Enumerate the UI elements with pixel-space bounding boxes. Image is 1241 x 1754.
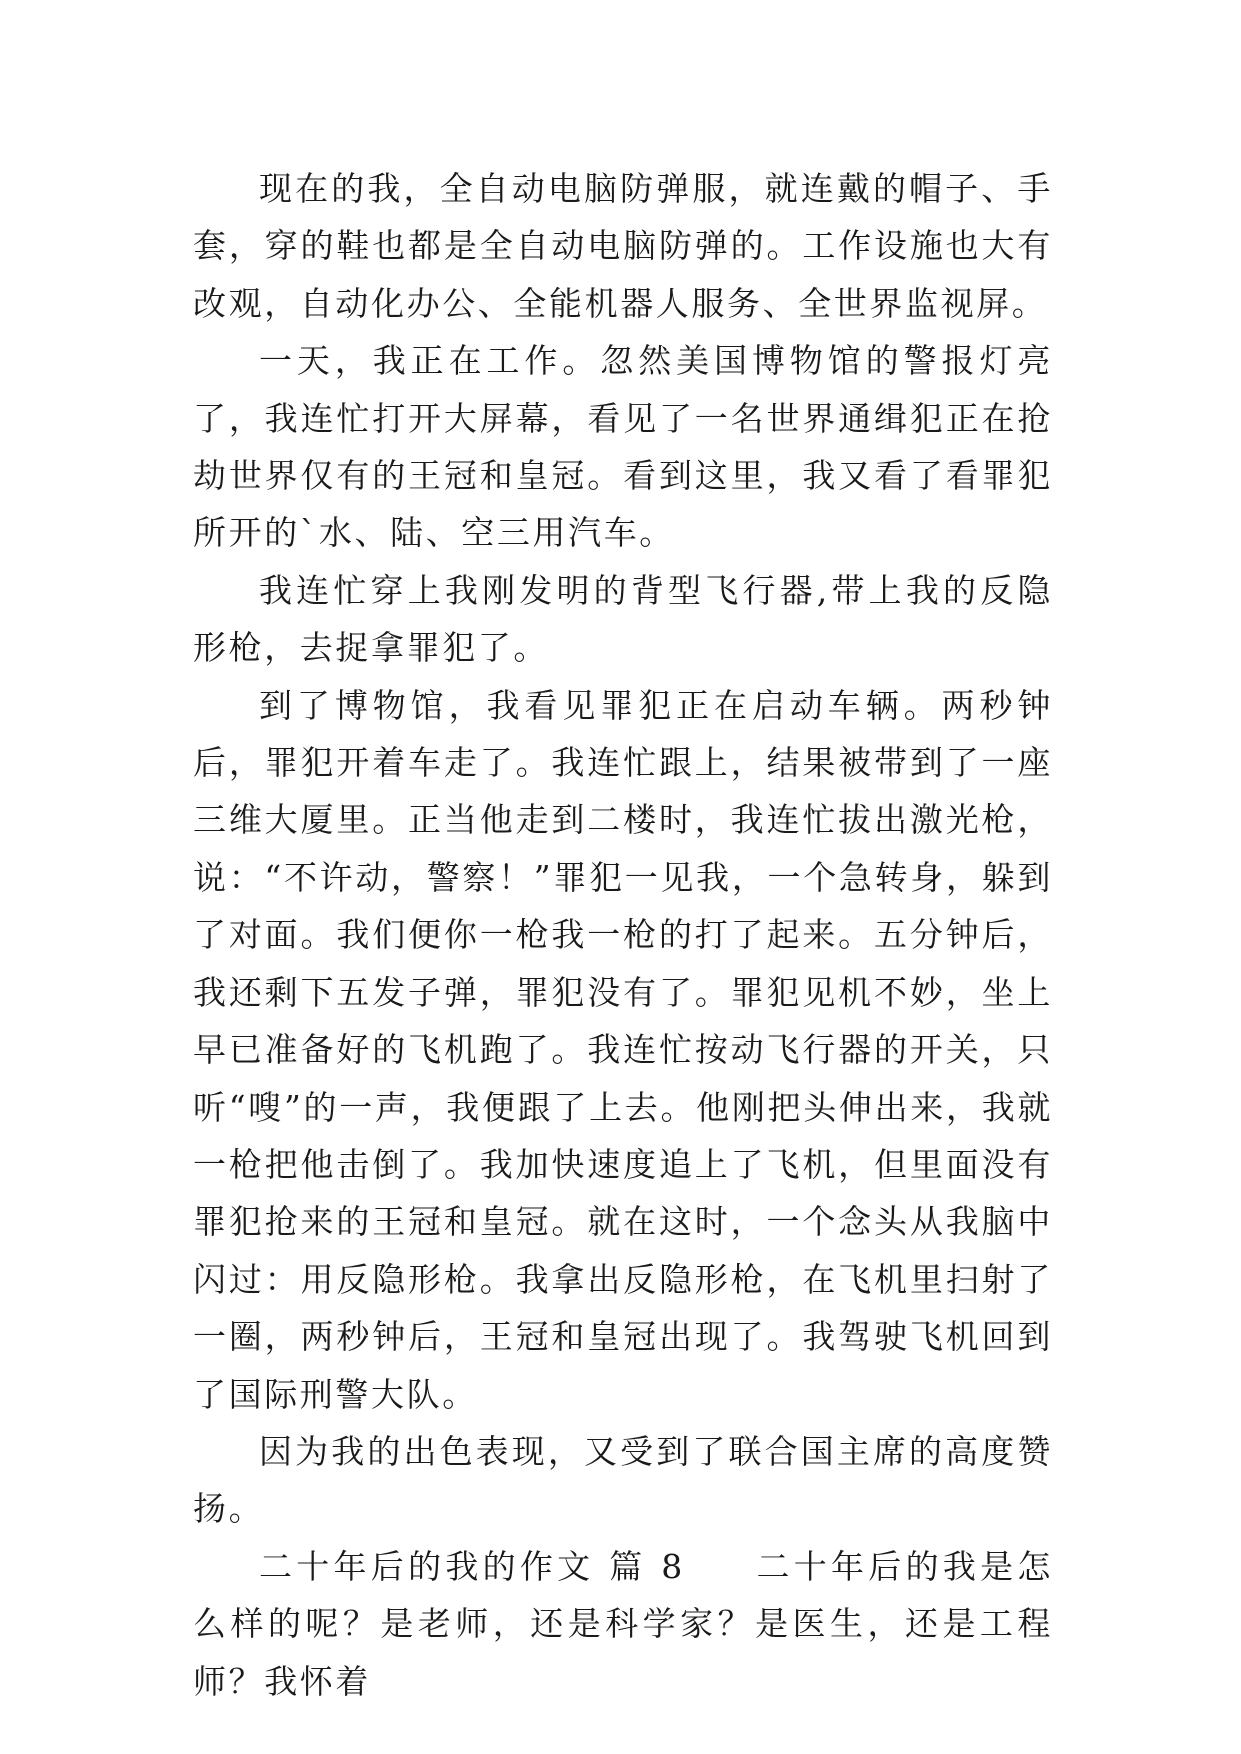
section-8-intro — [193, 1538, 1053, 1710]
paragraph-1: 现在的我，全自动电脑防弹服，就连戴的帽子、手套，穿的鞋也都是全自动电脑防弹的。工作设施也大有改观，自动化办公、全能机器人服务、全世界监视屏。 — [193, 169, 1053, 323]
section-text: 二十年后的我是怎么样的呢？是老师，还是科学家？是医生，还是工程师？我怀着 — [193, 1546, 1053, 1701]
paragraph-4: 到了博物馆，我看见罪犯正在启动车辆。两秒钟后，罪犯开着车走了。我连忙跟上，结果被带到了一座三维大厦里。正当他走到二楼时，我连忙拔出激光枪，说：“不许动，警察！”罪犯一见我，一个急转身，躲到了对面。我们便你一枪我一枪的打了起来。五分钟后，我还剩下五发子弹，罪犯没有了。罪犯见机不妙，坐上早已准备好的飞机跑了。我连忙按动飞行器的开关，只听“嗖”的一声，我便跟了上去。他刚把头伸出来，我就一枪把他击倒了。我加快速度追上了飞机，但里面没有罪犯抢来的王冠和皇冠。就在这时，一个念头从我脑中闪过：用反隐形枪。我拿出反隐形枪，在飞机里扫射了一圈，两秒钟后，王冠和皇冠出现了。我驾驶飞机回到了国际刑警大队。 — [193, 685, 1053, 1414]
paragraph-5: 因为我的出色表现，又受到了联合国主席的高度赞扬。 — [193, 1431, 1053, 1529]
paragraph-3: 我连忙穿上我刚发明的背型飞行器,带上我的反隐形枪，去捉拿罪犯了。 — [193, 570, 1053, 668]
section-title: 二十年后的我的作文 篇 8 — [259, 1546, 685, 1586]
paragraph-2: 一天，我正在工作。忽然美国博物馆的警报灯亮了，我连忙打开大屏幕，看见了一名世界通缉犯正在抢劫世界仅有的王冠和皇冠。看到这里，我又看了看罪犯所开的`水、陆、空三用汽车。 — [193, 341, 1053, 553]
essay-body — [193, 160, 1053, 1710]
